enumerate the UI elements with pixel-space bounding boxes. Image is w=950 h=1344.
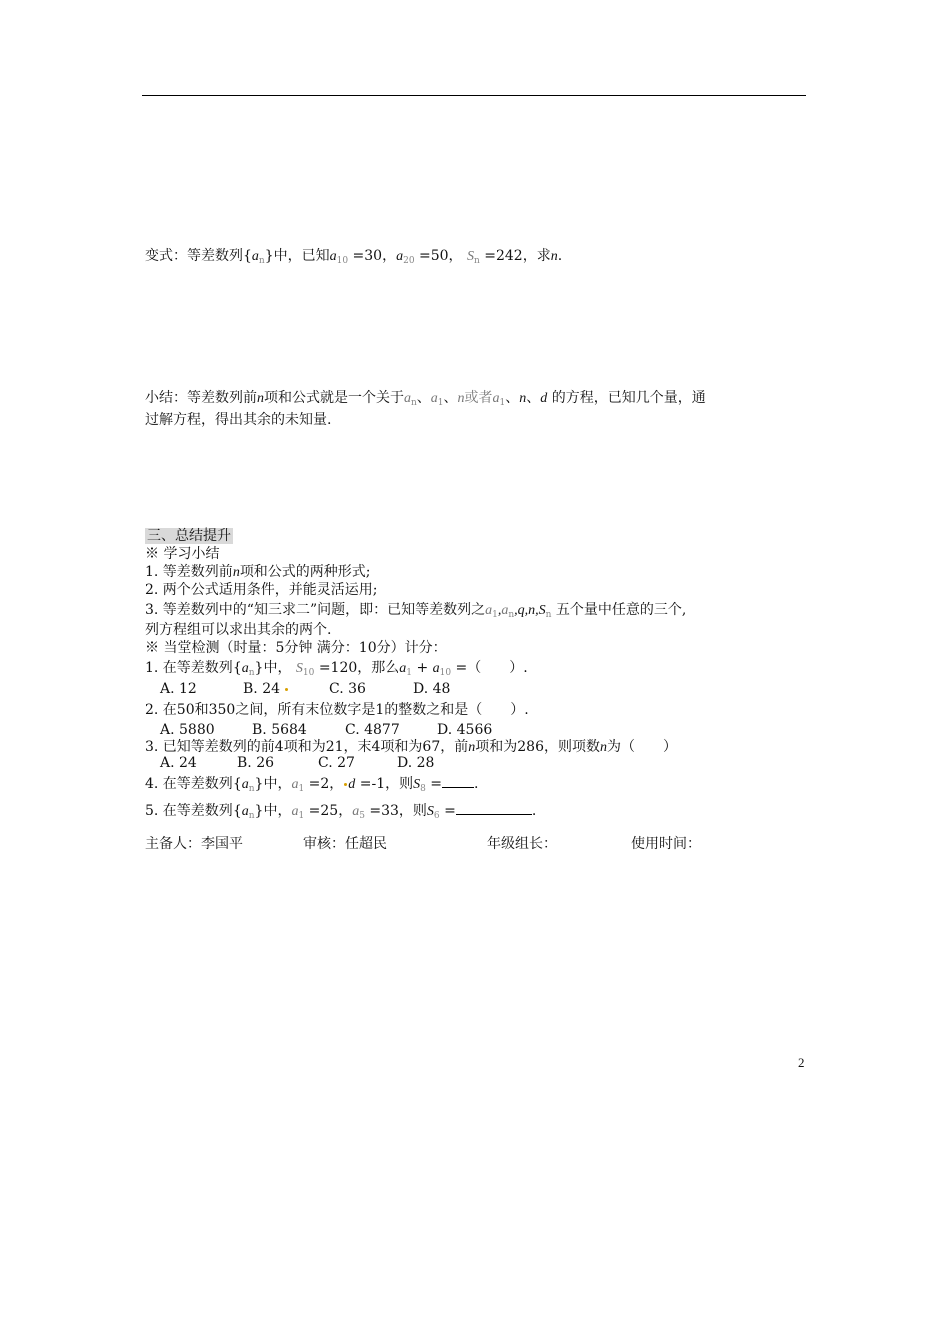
summary-text: 的方程，已知几个量，通	[551, 390, 706, 406]
summary-line-2: 过解方程，得出其余的未知量.	[145, 412, 332, 428]
math-sub: 1	[437, 398, 444, 408]
variant-label: 变式：等差数列	[145, 248, 243, 264]
math-value: =2	[308, 776, 330, 792]
math-value: =-1	[359, 776, 386, 792]
marker-dot	[285, 688, 288, 691]
math-sub: 8	[420, 784, 426, 794]
math-var: d	[348, 777, 356, 792]
marker-dot	[344, 783, 347, 786]
brace: }	[254, 803, 264, 819]
math-sub: n	[411, 398, 417, 408]
question-text: 为（ ）	[606, 739, 677, 755]
question-text: 3. 已知等差数列的前4项和为21，末4项和为67，前	[145, 739, 469, 755]
question-text: 1. 在等差数列	[145, 660, 233, 676]
preparer: 主备人：李国平	[145, 836, 243, 852]
reviewer: 审核：任超民	[303, 836, 387, 852]
math-var: n	[457, 391, 465, 406]
brace: {	[232, 776, 242, 792]
math-var: n	[519, 391, 527, 406]
answer-blank[interactable]	[456, 802, 532, 815]
variant-text: 中，已知	[273, 248, 330, 264]
header-rule	[142, 95, 806, 96]
variant-text: ，	[448, 248, 463, 264]
math-var: a	[485, 603, 493, 618]
summary-text: 项和公式就是一个关于	[264, 390, 404, 406]
math-sub: 6	[433, 811, 440, 821]
question-text: ，那么	[357, 660, 400, 676]
option-d: D. 28	[397, 755, 435, 771]
brace: {	[232, 803, 242, 819]
question-text: 中，	[263, 803, 292, 819]
option-text: B. 24	[243, 681, 281, 697]
variant-text: ，求	[522, 248, 551, 264]
math-var: S	[426, 804, 434, 819]
math-value: =30	[352, 248, 383, 264]
math-var: n	[257, 391, 264, 406]
math-value: =25	[308, 803, 339, 819]
question-2: 2. 在50和350之间，所有末位数字是1的整数之和是（ ）.	[145, 702, 529, 718]
brace: }	[254, 776, 264, 792]
item-text: 3. 等差数列中的“知三求二”问题，即：已知等差数列之	[145, 602, 486, 618]
option-d: D. 48	[413, 681, 451, 697]
math-value: =50	[419, 248, 449, 264]
math-value: =242	[484, 248, 523, 264]
math-var: a	[241, 777, 249, 792]
math-var: a	[432, 661, 440, 676]
math-value: =33	[369, 803, 399, 819]
math-sub: n	[474, 256, 480, 266]
math-sub: 10	[302, 668, 315, 678]
question-text: ，	[338, 803, 353, 819]
math-var: ,q,n,S	[514, 603, 546, 618]
math-var: S	[467, 249, 474, 264]
math-var: d	[540, 391, 548, 406]
brace: {	[232, 660, 242, 676]
math-var: a	[492, 391, 500, 406]
variant-line	[145, 246, 562, 271]
question-text: 中，	[263, 776, 292, 792]
math-sub: 1	[406, 668, 412, 678]
question-text: 4. 在等差数列	[145, 776, 233, 792]
math-var: n	[599, 740, 607, 755]
option-a: A. 5880	[160, 722, 215, 738]
math-sub: n	[248, 811, 255, 821]
question-text: 5. 在等差数列	[145, 803, 233, 819]
math-sub: n	[258, 256, 265, 266]
use-time: 使用时间：	[631, 836, 701, 852]
summary-text: 、	[526, 390, 541, 406]
math-sub: n	[545, 610, 552, 620]
variant-text: ，	[382, 248, 397, 264]
brace: }	[264, 248, 274, 264]
section-title-text: 三、总结提升	[147, 528, 231, 544]
math-sub: 1	[499, 398, 506, 408]
brace: }	[254, 660, 264, 676]
math-var: a	[404, 391, 411, 406]
math-var: n	[468, 740, 476, 755]
option-b: B. 5684	[252, 722, 307, 738]
question-text: =（ ）.	[455, 660, 528, 676]
option-a: A. 12	[160, 681, 197, 697]
grade-leader: 年级组长：	[487, 836, 557, 852]
math-sub: 20	[403, 256, 415, 266]
option-d: D. 4566	[437, 722, 493, 738]
option-c: C. 36	[329, 681, 366, 697]
item-text: 五个量中任意的三个,	[555, 602, 687, 618]
math-sub: 1	[492, 610, 498, 620]
math-var: a	[291, 777, 299, 792]
option-b: B. 26	[237, 755, 275, 771]
math-punct: ,	[497, 603, 502, 618]
math-sub: n	[248, 668, 255, 678]
variant-text: .	[557, 248, 563, 264]
math-var: a	[291, 804, 299, 819]
math-var: a	[352, 804, 360, 819]
question-text: .	[531, 803, 537, 819]
math-op: =	[430, 776, 443, 792]
math-var: a	[329, 249, 337, 264]
math-var: a	[396, 249, 404, 264]
option-c: C. 27	[318, 755, 355, 771]
summary-text: 、	[505, 390, 520, 406]
math-var: S	[295, 661, 303, 676]
math-sub: 5	[359, 811, 365, 821]
question-text: ，	[329, 776, 344, 792]
answer-blank[interactable]	[442, 775, 474, 788]
math-op: +	[416, 660, 429, 676]
question-text: ，则	[385, 776, 414, 792]
math-sub: n	[508, 610, 515, 620]
page-number: 2	[798, 1055, 805, 1070]
option-a: A. 24	[160, 755, 197, 771]
math-var: n	[232, 565, 240, 580]
question-4	[145, 774, 478, 799]
summary-text: 小结：等差数列前	[145, 390, 257, 406]
math-sub: n	[248, 784, 255, 794]
option-b	[243, 680, 289, 698]
question-text: 中，	[263, 660, 292, 676]
summary-text: 、	[416, 390, 431, 406]
option-c: C. 4877	[345, 722, 400, 738]
study-item-3-cont: 列方程组可以求出其余的两个.	[145, 622, 332, 638]
math-sub: 10	[439, 668, 452, 678]
math-var: a	[251, 249, 259, 264]
question-text: ，则	[398, 803, 427, 819]
summary-text: 或者	[464, 390, 493, 406]
math-var: S	[413, 777, 421, 792]
quiz-title: ※ 当堂检测（时量：5分钟 满分：10分）计分：	[145, 640, 447, 656]
item-text: 项和公式的两种形式;	[239, 564, 371, 580]
question-5	[145, 801, 536, 826]
item-text: 1. 等差数列前	[145, 564, 233, 580]
question-text: .	[474, 776, 479, 792]
question-text: 项和为286，则项数	[475, 739, 600, 755]
summary-text: 、	[443, 390, 458, 406]
math-var: a	[399, 661, 407, 676]
math-sub: 1	[298, 784, 305, 794]
math-op: =	[444, 803, 456, 819]
math-var: a	[430, 391, 438, 406]
study-item-2: 2. 两个公式适用条件，并能灵活运用;	[145, 582, 378, 598]
math-value: =120	[318, 660, 358, 676]
math-var: a	[241, 661, 249, 676]
section-title	[145, 526, 233, 546]
math-var: a	[501, 603, 509, 618]
math-var: a	[241, 804, 249, 819]
math-sub: 10	[336, 256, 349, 266]
math-sub: 1	[298, 811, 305, 821]
study-summary-title: ※ 学习小结	[145, 546, 220, 562]
math-var: n	[550, 249, 558, 264]
brace: {	[243, 248, 252, 264]
